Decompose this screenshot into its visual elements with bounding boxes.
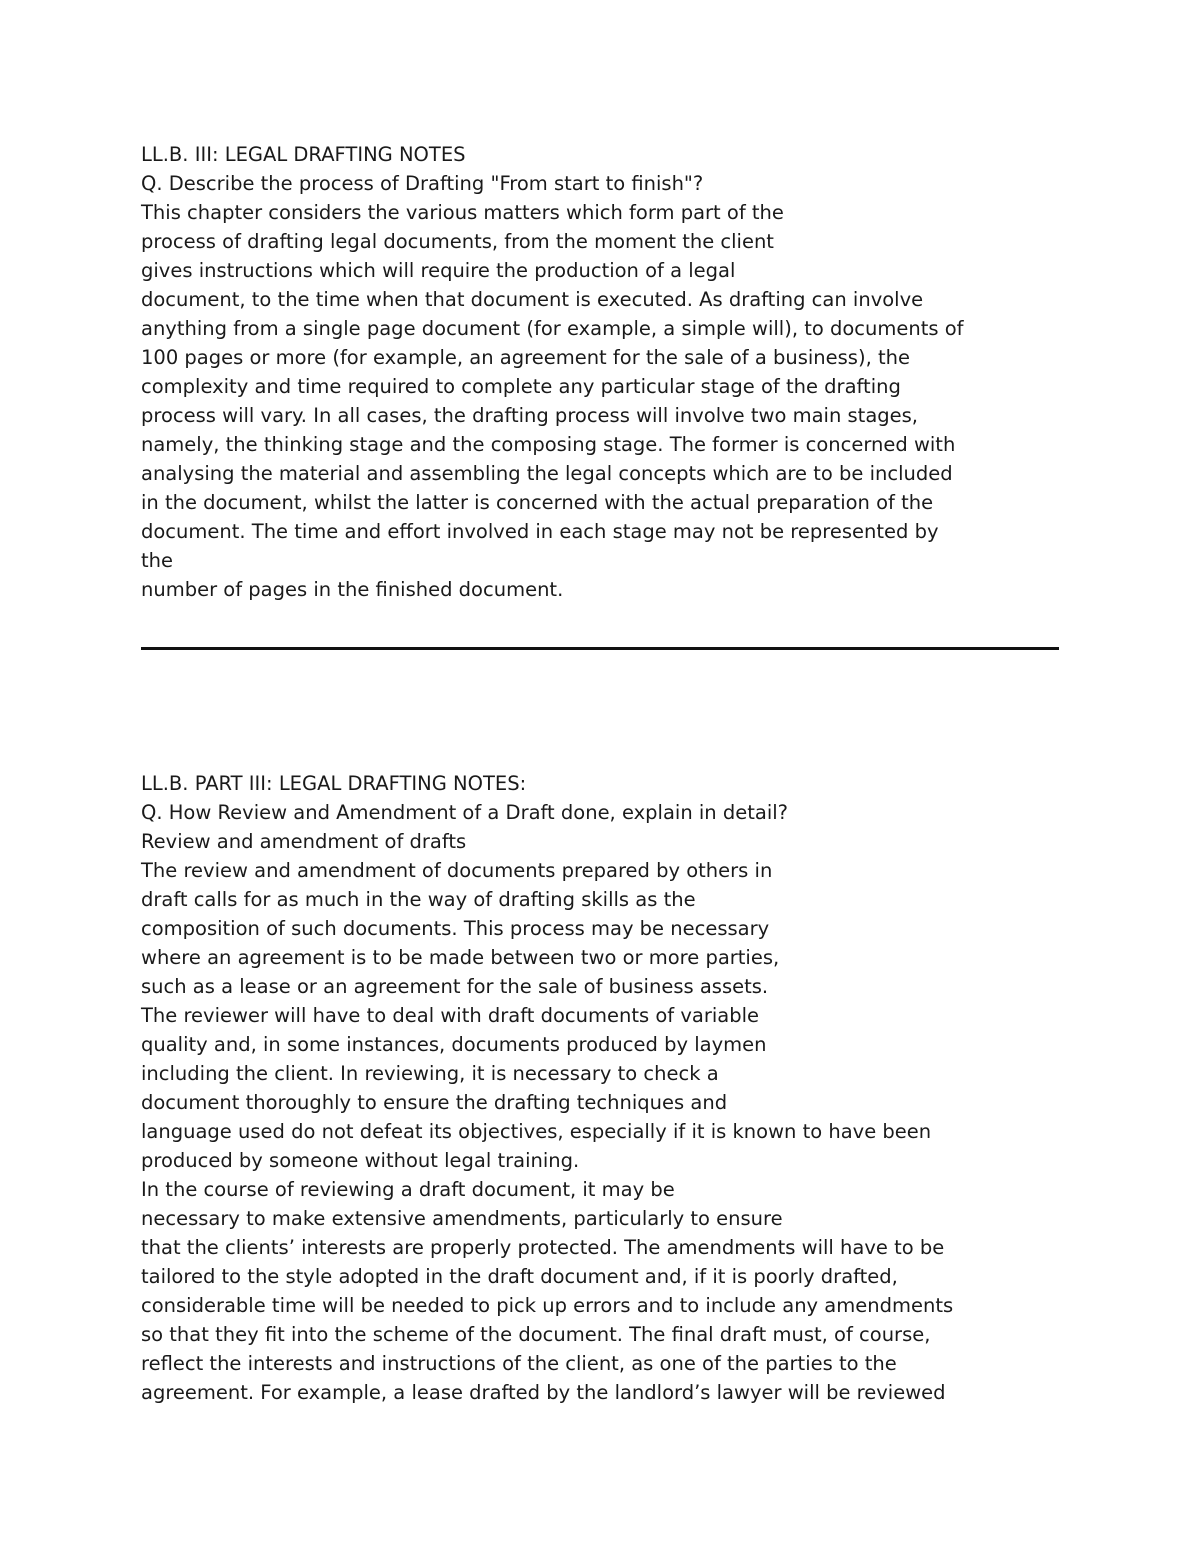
body-line: In the course of reviewing a draft document, it may be [141, 1178, 675, 1201]
body-line: This chapter considers the various matters which form part of the [141, 201, 784, 224]
body-line: tailored to the style adopted in the draft document and, if it is poorly drafted, [141, 1265, 898, 1288]
body-line: quality and, in some instances, documents produced by laymen [141, 1033, 767, 1056]
body-line: so that they fit into the scheme of the document. The final draft must, of course, [141, 1323, 931, 1346]
body-line: necessary to make extensive amendments, particularly to ensure [141, 1207, 783, 1230]
body-line: document thoroughly to ensure the drafting techniques and [141, 1091, 728, 1114]
body-line: document. The time and effort involved in each stage may not be represented by [141, 520, 939, 543]
body-line: that the clients’ interests are properly protected. The amendments will have to be [141, 1236, 945, 1259]
body-line: The reviewer will have to deal with draft documents of variable [141, 1004, 760, 1027]
question-heading: Q. Describe the process of Drafting "From start to finish"? [141, 172, 704, 195]
subheading: Review and amendment of drafts [141, 830, 467, 853]
body-line: complexity and time required to complete any particular stage of the drafting [141, 375, 901, 398]
body-line: in the document, whilst the latter is concerned with the actual preparation of the [141, 491, 934, 514]
body-line: anything from a single page document (for example, a simple will), to documents of [141, 317, 964, 340]
body-line: analysing the material and assembling the legal concepts which are to be included [141, 462, 953, 485]
body-line: gives instructions which will require the production of a legal [141, 259, 736, 282]
body-line: process of drafting legal documents, from the moment the client [141, 230, 774, 253]
body-line: number of pages in the finished document. [141, 578, 564, 601]
question-heading: Q. How Review and Amendment of a Draft done, explain in detail? [141, 801, 789, 824]
body-line: such as a lease or an agreement for the sale of business assets. [141, 975, 769, 998]
section-title: LL.B. III: LEGAL DRAFTING NOTES [141, 143, 466, 166]
section-divider [141, 647, 1059, 650]
body-line: 100 pages or more (for example, an agreement for the sale of a business), the [141, 346, 910, 369]
body-line: document, to the time when that document is executed. As drafting can involve [141, 288, 924, 311]
notes-section-review-amendment [141, 769, 1071, 1407]
body-line: reflect the interests and instructions of the client, as one of the parties to the [141, 1352, 897, 1375]
body-line: including the client. In reviewing, it is necessary to check a [141, 1062, 719, 1085]
body-line: where an agreement is to be made between two or more parties, [141, 946, 780, 969]
notes-section-drafting-process [141, 140, 1071, 604]
body-line: draft calls for as much in the way of drafting skills as the [141, 888, 696, 911]
body-line: language used do not defeat its objectives, especially if it is known to have been [141, 1120, 932, 1143]
body-line: composition of such documents. This process may be necessary [141, 917, 770, 940]
body-line: agreement. For example, a lease drafted by the landlord’s lawyer will be reviewed [141, 1381, 946, 1404]
section-title: LL.B. PART III: LEGAL DRAFTING NOTES: [141, 772, 527, 795]
body-line: namely, the thinking stage and the composing stage. The former is concerned with [141, 433, 956, 456]
body-line: process will vary. In all cases, the drafting process will involve two main stages, [141, 404, 919, 427]
body-line: produced by someone without legal training. [141, 1149, 580, 1172]
body-line: considerable time will be needed to pick up errors and to include any amendments [141, 1294, 954, 1317]
body-line: the [141, 549, 174, 572]
body-line: The review and amendment of documents prepared by others in [141, 859, 773, 882]
